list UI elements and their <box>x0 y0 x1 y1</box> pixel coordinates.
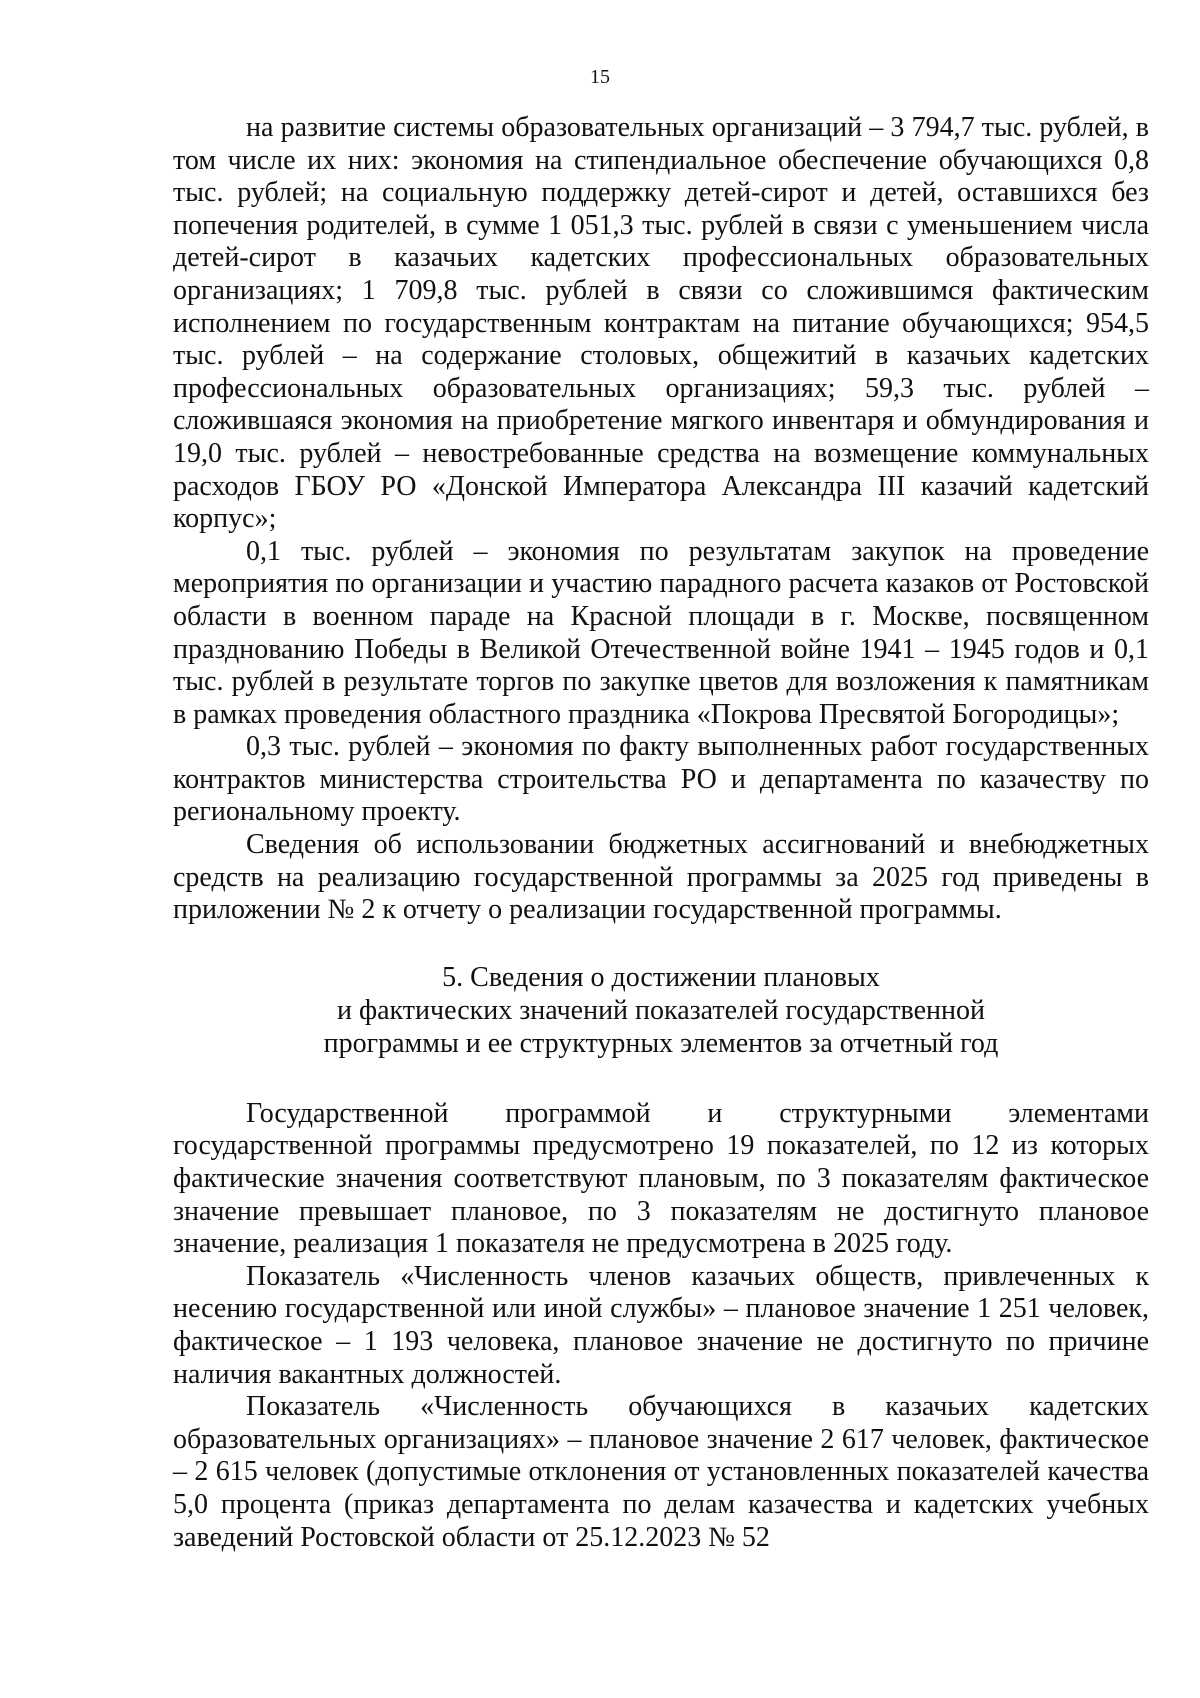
paragraph-construction-savings: 0,3 тыс. рублей – экономия по факту выполненных работ государственных контрактов министерства строительства РО и департамента по казачеству по региональному проекту. <box>173 731 1149 828</box>
paragraph-budget-info: Сведения об использовании бюджетных ассигнований и внебюджетных средств на реализацию государственной программы за 2025 год приведены в приложении № 2 к отчету о реализации государственной программы. <box>173 829 1149 926</box>
section-heading-line-2: и фактических значений показателей государственной <box>336 994 985 1026</box>
paragraph-cossack-members-indicator: Показатель «Численность членов казачьих обществ, привлеченных к несению государственной или иной службы» – плановое значение 1 251 человек, фактическое – 1 193 человека, плановое значение не достигнуто по причине наличия вакантных должностей. <box>173 1260 1149 1390</box>
section-heading-line-3: программы и ее структурных элементов за отчетный год <box>323 1027 999 1059</box>
document-body <box>173 112 1149 1554</box>
paragraph-education-savings: на развитие системы образовательных организаций – 3 794,7 тыс. рублей, в том числе их них: экономия на стипендиальное обеспечение обучающихся 0,8 тыс. рублей; на социальную поддержку детей-сирот и детей, оставшихся без попечения родителей, в сумме 1 051,3 тыс. рублей в связи с уменьшением числа детей-сирот в казачьих кадетских профессиональных образовательных организациях; 1 709,8 тыс. рублей в связи со сложившимся фактическим исполнением по государственным контрактам на питание обучающихся; 954,5 тыс. рублей – на содержание столовых, общежитий в казачьих кадетских профессиональных образовательных организациях; 59,3 тыс. рублей – сложившаяся экономия на приобретение мягкого инвентаря и обмундирования и 19,0 тыс. рублей – невостребованные средства на возмещение коммунальных расходов ГБОУ РО «Донской Императора Александра III казачий кадетский корпус»; <box>173 112 1149 535</box>
section-heading-line-1: 5. Сведения о достижении плановых <box>442 961 880 993</box>
section-heading <box>173 961 1149 1060</box>
paragraph-parade-savings: 0,1 тыс. рублей – экономия по результатам закупок на проведение мероприятия по организации и участию парадного расчета казаков от Ростовской области в военном параде на Красной площади в г. Москве, посвященном празднованию Победы в Великой Отечественной войне 1941 – 1945 годов и 0,1 тыс. рублей в результате торгов по закупке цветов для возложения к памятникам в рамках проведения областного праздника «Покрова Пресвятой Богородицы»; <box>173 535 1149 730</box>
paragraph-indicators-summary: Государственной программой и структурными элементами государственной программы предусмотрено 19 показателей, по 12 из которых фактические значения соответствуют плановым, по 3 показателям фактическое значение превышает плановое, по 3 показателям не достигнуто плановое значение, реализация 1 показателя не предусмотрена в 2025 году. <box>173 1097 1149 1260</box>
paragraph-cadet-students-indicator: Показатель «Численность обучающихся в казачьих кадетских образовательных организациях» – плановое значение 2 617 человек, фактическое – 2 615 человек (допустимые отклонения от установленных показателей качества 5,0 процента (приказ департамента по делам казачества и кадетских учебных заведений Ростовской области от 25.12.2023 № 52 <box>173 1391 1149 1553</box>
page-number: 15 <box>590 66 610 88</box>
